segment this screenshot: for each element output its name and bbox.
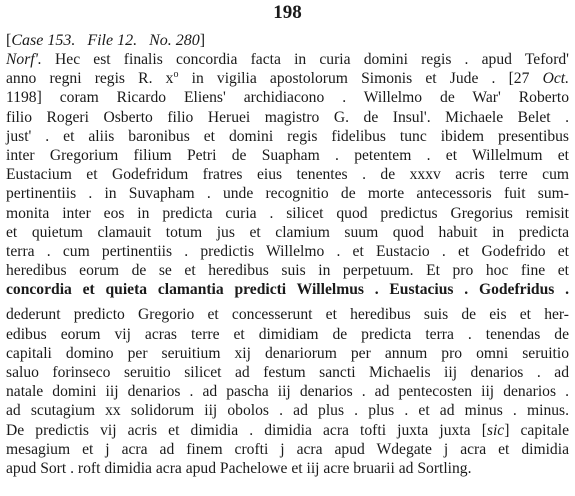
text-line [6, 204, 569, 223]
text-segment: terra . cum pertinentiis . predictis Willelmo . et Eustacio . et Godefrido et [6, 242, 569, 260]
text-segment: monita inter eos in predicta curia . silicet quod predictus Gregorius remisit [6, 204, 569, 222]
text-segment: 1198] coram Ricardo Eliens' archidiacono . Willelmo de War' Roberto [6, 89, 569, 107]
text-line [6, 127, 569, 146]
text-line [6, 50, 569, 69]
text-segment: natale domini iij denarios . ad pascha iij denarios . ad pentecosten iij denarios . [6, 383, 569, 401]
text-line [6, 242, 569, 261]
text-segment: o [173, 69, 179, 80]
text-line [6, 184, 569, 203]
text-segment: capitali domino per seruitium xij denariorum per annum pro omni seruitio [6, 344, 569, 362]
text-segment: apud Sort . roft dimidia acra apud Pachelowe et iij acre bruarii ad Sortling. [6, 459, 472, 477]
text-segment: concordia et quieta clamantia predicti Willelmus . Eustacius . Godefridus . [6, 281, 569, 299]
text-segment: sic [486, 421, 505, 439]
text-line [6, 108, 569, 127]
document-body [6, 50, 569, 478]
text-line [6, 363, 569, 382]
text-line [6, 325, 569, 344]
header-open-bracket: [ [6, 32, 12, 49]
text-line [6, 165, 569, 184]
text-segment: Norf'. [6, 51, 42, 68]
text-line [6, 69, 569, 88]
text-segment: inter Gregorium filium Petri de Suapham . petentem . et Willelmum et [6, 146, 569, 164]
text-line [6, 459, 569, 478]
text-line [6, 401, 569, 420]
text-line [6, 88, 569, 107]
case-reference-header [6, 31, 205, 51]
case-number: Case 153. [11, 32, 76, 49]
text-segment: mesagium et j acra ad finem crofti j acra apud Wdegate j acra et dimidia [6, 440, 569, 458]
text-segment: et quietum clamauit totum jus et clamium suum quod habuit in predicta [6, 223, 569, 241]
text-segment: ] capitale [504, 421, 569, 439]
text-segment: Oct. [542, 70, 569, 88]
text-line [6, 223, 569, 242]
text-line [6, 261, 569, 280]
text-segment: Eustacium et Godefridum fratres eius tenentes . de xxxv acris terre cum [6, 166, 569, 184]
text-segment: saluo forinseco seruitio silicet ad festum sancti Michaelis iij denarios . ad [6, 364, 569, 381]
text-segment: just' . et aliis baronibus et domini regis fidelibus tunc ibidem presentibus [6, 127, 569, 145]
text-line [6, 146, 569, 165]
text-segment: pertinentiis . in Suvapham . unde recognitio de morte antecessoris fuit sum- [6, 185, 569, 203]
text-line [6, 382, 569, 401]
text-segment: heredibus eorum de se et heredibus suis in perpetuum. Et pro hoc fine et [6, 262, 569, 280]
text-segment: edibus eorum vij acras terre et dimidiam de predicta terra . tenendas de [6, 325, 569, 343]
text-line [6, 305, 569, 324]
text-segment: in vigilia apostolorum Simonis et Jude . [27 [178, 70, 543, 88]
text-segment: anno regni regis R. x [6, 70, 174, 88]
text-line [6, 440, 569, 459]
text-segment: filio Rogeri Osberto filio Heruei magistro G. de Insul'. Michaele Belet . [6, 108, 569, 126]
text-line [6, 344, 569, 363]
text-segment: Hec est finalis concordia facta in curia domini regis . apud Teford' [41, 51, 569, 68]
text-segment: De predictis vij acris et dimidia . dimidia acra tofti juxta juxta [ [6, 421, 487, 439]
text-line [6, 421, 569, 440]
header-close-bracket: ] [199, 32, 206, 49]
text-segment: dederunt predicto Gregorio et concesserunt et heredibus suis de eis et her- [6, 306, 569, 324]
text-segment: ad scutagium xx solidorum iij obolos . ad plus . plus . et ad minus . minus. [6, 402, 569, 420]
file-number: File 12. [87, 32, 138, 49]
document-number: No. 280 [149, 32, 200, 49]
text-line [6, 280, 569, 299]
page-number: 198 [273, 2, 302, 23]
